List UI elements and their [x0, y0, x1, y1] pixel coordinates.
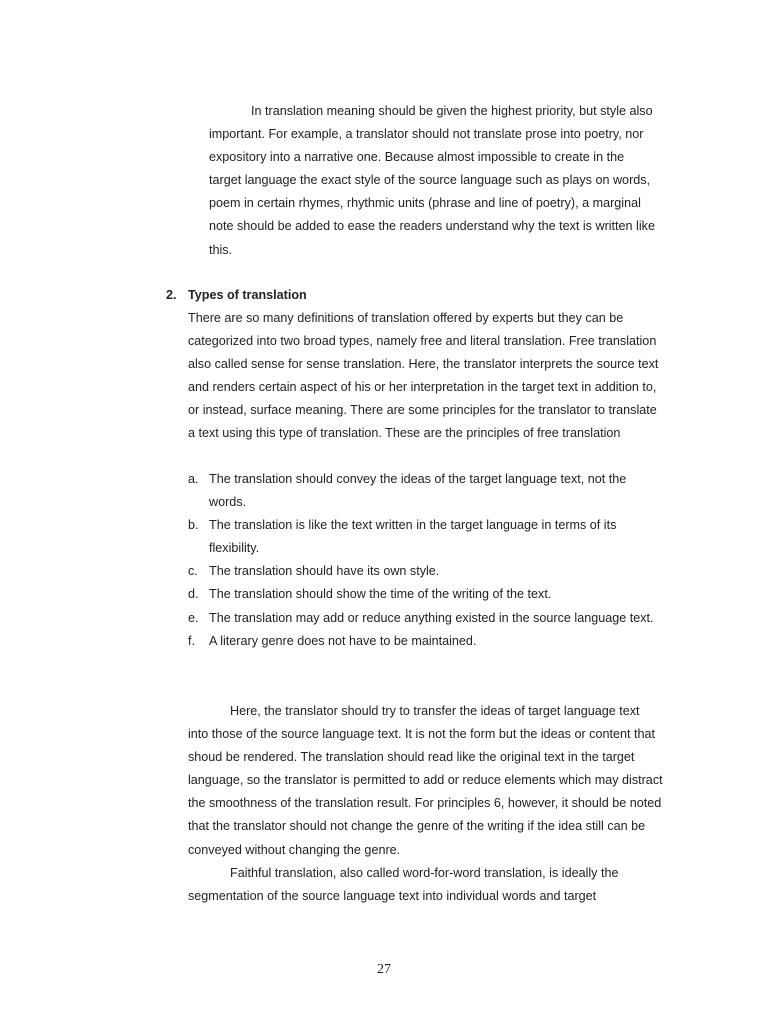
list-marker: e. — [188, 610, 199, 625]
list-marker: a. — [188, 472, 199, 486]
closing-paragraph-1 — [188, 700, 663, 862]
list-item-text: A literary genre does not have to be maintained. — [209, 633, 477, 648]
closing-text-2: Faithful translation, also called word-for-word translation, is ideally the segmentation of the source language text into individual words and target — [188, 865, 619, 903]
list-item — [188, 468, 663, 514]
list-marker: f. — [188, 633, 195, 648]
list-marker: c. — [188, 564, 198, 579]
closing-paragraphs — [188, 700, 663, 908]
list-item — [188, 630, 663, 653]
list-item-text: The translation may add or reduce anything existed in the source language text. — [209, 610, 654, 625]
section-number: 2. — [166, 288, 177, 302]
closing-paragraph-2 — [188, 862, 663, 908]
page-number: 27 — [377, 962, 391, 977]
closing-text-1: Here, the translator should try to transfer the ideas of target language text into those of the source language text. It is not the form but the ideas or content that shoud be rendered. The translation should read like the original text in the target language, so the translator is permitted to add or reduce elements which may distract the smoothness of the translation result. For principles 6, however, it should be noted that the translator should not change the genre of the writing if the idea still can be conveyed without changing the genre. — [188, 704, 663, 857]
list-marker: d. — [188, 587, 199, 602]
list-marker: b. — [188, 518, 199, 533]
list-item — [188, 607, 663, 630]
principles-list — [188, 468, 663, 653]
list-item-text: The translation should show the time of the writing of the text. — [209, 587, 552, 602]
section-heading — [166, 284, 307, 307]
intro-text: In translation meaning should be given the highest priority, but style also important. For example, a translator should not translate prose into poetry, nor expository into a narrative one. Because almost impossible to create in the target language the exact style of the source language such as plays on words, poem in certain rhymes, rhythmic units (phrase and line of poetry), a marginal note should be added to ease the readers understand why the text is written like this. — [209, 104, 655, 257]
list-item — [188, 514, 663, 560]
list-item — [188, 560, 663, 583]
list-item-text: The translation should convey the ideas of the target language text, not the words. — [209, 472, 627, 510]
intro-paragraph — [209, 100, 659, 262]
section-title: Types of translation — [188, 288, 307, 302]
section-paragraph: There are so many definitions of translation offered by experts but they can be categorized into two broad types, namely free and literal translation. Free translation also called sense for sense translation. Here, the translator interprets the source text and renders certain aspect of his or her interpretation in the target text in addition to, or instead, surface meaning. There are some principles for the translator to translate a text using this type of translation. These are the principles of free translation — [188, 311, 659, 441]
list-item — [188, 583, 663, 606]
list-item-text: The translation is like the text written in the target language in terms of its flexibility. — [209, 518, 617, 556]
list-item-text: The translation should have its own style. — [209, 564, 440, 579]
